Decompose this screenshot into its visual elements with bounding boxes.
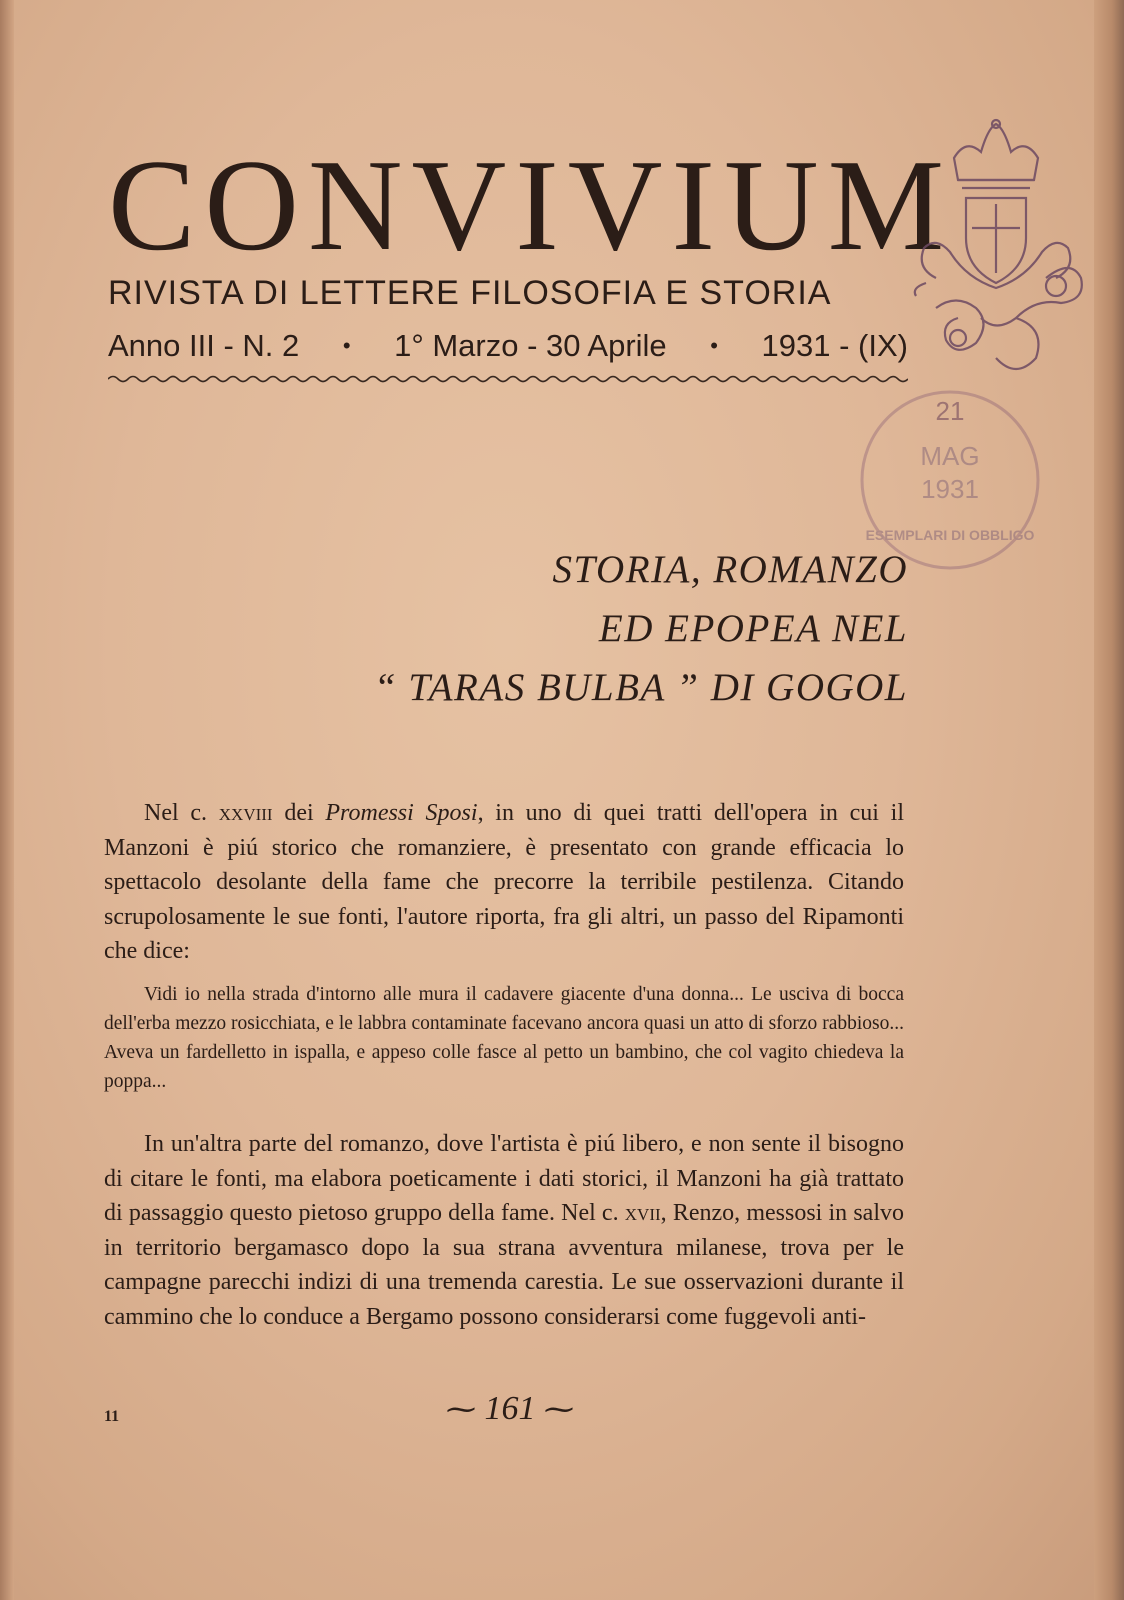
issue-year: 1931 - (IX) bbox=[761, 328, 908, 363]
article-title bbox=[374, 540, 908, 717]
issue-line bbox=[108, 328, 908, 364]
stamp-year: 1931 bbox=[921, 474, 979, 504]
stamp-day: 21 bbox=[935, 396, 965, 426]
block-quotation bbox=[104, 980, 904, 1096]
p2-text-a: In un'altra parte del romanzo, dove l'artista è piú libero, e non sente il bisogno di citare le fonti, ma elabora poeticamente i dati storici, il Manzoni ha già trattato di passaggio questo pietoso gruppo della fame. Nel c. bbox=[104, 1131, 904, 1226]
page-number bbox=[430, 1390, 590, 1428]
folio-dash-right: ⁓ bbox=[544, 1393, 574, 1426]
p1-text-a: Nel c. bbox=[144, 800, 219, 826]
p2-chapter: xvii bbox=[624, 1200, 661, 1226]
p2-text-b: , Renzo, messosi in salvo in territorio bergamasco dopo la sua strana avventura milanese, trova per le campagne parecchi indizi di una tremenda carestia. Le sue osservazioni durante il cammino che lo conduce a Bergamo possono considerarsi come fuggevoli anti- bbox=[104, 1200, 904, 1330]
signature-mark: 11 bbox=[104, 1408, 120, 1425]
stamp-month: MAG bbox=[920, 441, 980, 471]
wavy-rule bbox=[108, 374, 908, 384]
article-title-line: “ TARAS BULBA ” DI GOGOL bbox=[373, 666, 908, 709]
journal-subtitle: RIVISTA DI LETTERE FILOSOFIA E STORIA bbox=[108, 274, 832, 312]
body-paragraph-1 bbox=[104, 796, 904, 969]
journal-title: CONVIVIUM bbox=[108, 133, 954, 278]
article-title-line: STORIA, ROMANZO bbox=[552, 548, 908, 591]
page-edge-left bbox=[0, 0, 14, 1600]
royal-crest-icon bbox=[896, 118, 1096, 388]
issue-separator: • bbox=[710, 333, 718, 358]
p1-work-title: Promessi Sposi bbox=[325, 800, 478, 826]
folio-dash-left: ⁓ bbox=[446, 1393, 476, 1426]
quotation-text: Vidi io nella strada d'intorno alle mura il cadavere giacente d'una donna... Le usciva di bocca dell'erba mezzo rosicchiata, e le labbra contaminate facevano ancora quasi un atto di sforzo rabbioso... Aveva un fardelletto in ispalla, e appeso colle fasce al petto un bambino, che col vagito chiedeva la poppa... bbox=[104, 984, 904, 1092]
page-edge-right bbox=[1094, 0, 1124, 1600]
body-paragraph-2 bbox=[104, 1127, 904, 1334]
article-title-line: ED EPOPEA NEL bbox=[598, 607, 908, 650]
issue-dates: 1° Marzo - 30 Aprile bbox=[394, 328, 667, 363]
stamp-label: ESEMPLARI DI OBBLIGO bbox=[865, 527, 1035, 543]
issue-separator: • bbox=[342, 333, 351, 358]
p1-text-b: dei bbox=[272, 800, 326, 826]
p1-text-c: , in uno di quei tratti dell'opera in cui il Manzoni è piú storico che romanziere, è presentato con grande efficacia lo spettacolo desolante della fame che precorre la terribile pestilenza. Citando scrupolosamente le sue fonti, l'autore riporta, fra gli altri, un passo del Ripamonti che dice: bbox=[104, 800, 905, 964]
p1-chapter: xxviii bbox=[218, 800, 273, 826]
issue-volume: Anno III - N. 2 bbox=[108, 328, 300, 363]
page-number-value: 161 bbox=[484, 1390, 536, 1427]
